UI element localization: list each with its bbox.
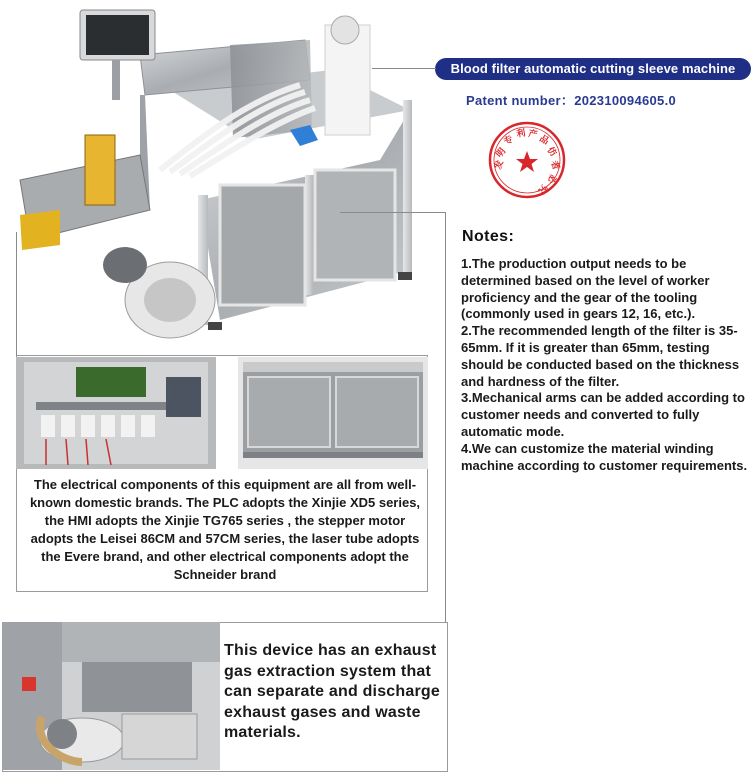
- patent-seal: [487, 120, 567, 200]
- callout-line-left: [16, 232, 17, 356]
- svg-text:产: 产: [527, 129, 539, 141]
- title-connector-line: [372, 68, 436, 69]
- electrical-cabinet-photo: [16, 357, 216, 469]
- machine-photo: [0, 0, 440, 360]
- notes-heading: Notes:: [462, 228, 515, 245]
- callout-line-right: [340, 212, 446, 213]
- svg-text:品: 品: [537, 133, 551, 148]
- svg-text:利: 利: [515, 128, 527, 140]
- patent-number: Patent number：202310094605.0: [466, 93, 677, 108]
- machine-title: Blood filter automatic cutting sleeve machine: [435, 58, 751, 80]
- exhaust-system-text: This device has an exhaust gas extraction system that can separate and discharge exhaust gases and waste materials.: [224, 642, 440, 741]
- notes-list: [461, 256, 749, 474]
- exhaust-system-photo: [2, 622, 220, 770]
- svg-text:究: 究: [535, 182, 549, 196]
- note-item-4: 4.We can customize the material winding machine according to customer requirements.: [461, 440, 748, 473]
- cabinet-front-photo: [238, 357, 428, 469]
- callout-line-right-vertical: [445, 212, 446, 622]
- svg-text:发: 发: [493, 159, 506, 172]
- svg-text:仿: 仿: [544, 145, 559, 159]
- electrical-components-text: The electrical components of this equipment are all from well-known domestic brands. The PLC adopts the Xinjie XD5 series, the HMI adopts the Xinjie TG765 series , the stepper motor adopts the Leisei 86CM and 57CM series, the laser tube adopts the Evere brand, and other electrical components adopt the Schneider brand: [29, 477, 421, 582]
- note-item-3: 3.Mechanical arms can be added according to customer needs and converted to fully automatic mode.: [461, 390, 745, 439]
- svg-text:专: 专: [502, 134, 516, 148]
- note-item-2: 2.The recommended length of the filter is 35-65mm. If it is greater than 65mm, testing should be conducted based on the thickness and hardness of the filter.: [461, 323, 740, 389]
- svg-text:者: 者: [548, 159, 561, 172]
- note-item-1: 1.The production output needs to be determined based on the level of worker proficiency and the gear of the tooling (commonly used in gears 12, 16, etc.).: [461, 256, 710, 322]
- svg-text:必: 必: [545, 173, 557, 185]
- svg-text:明: 明: [494, 146, 509, 160]
